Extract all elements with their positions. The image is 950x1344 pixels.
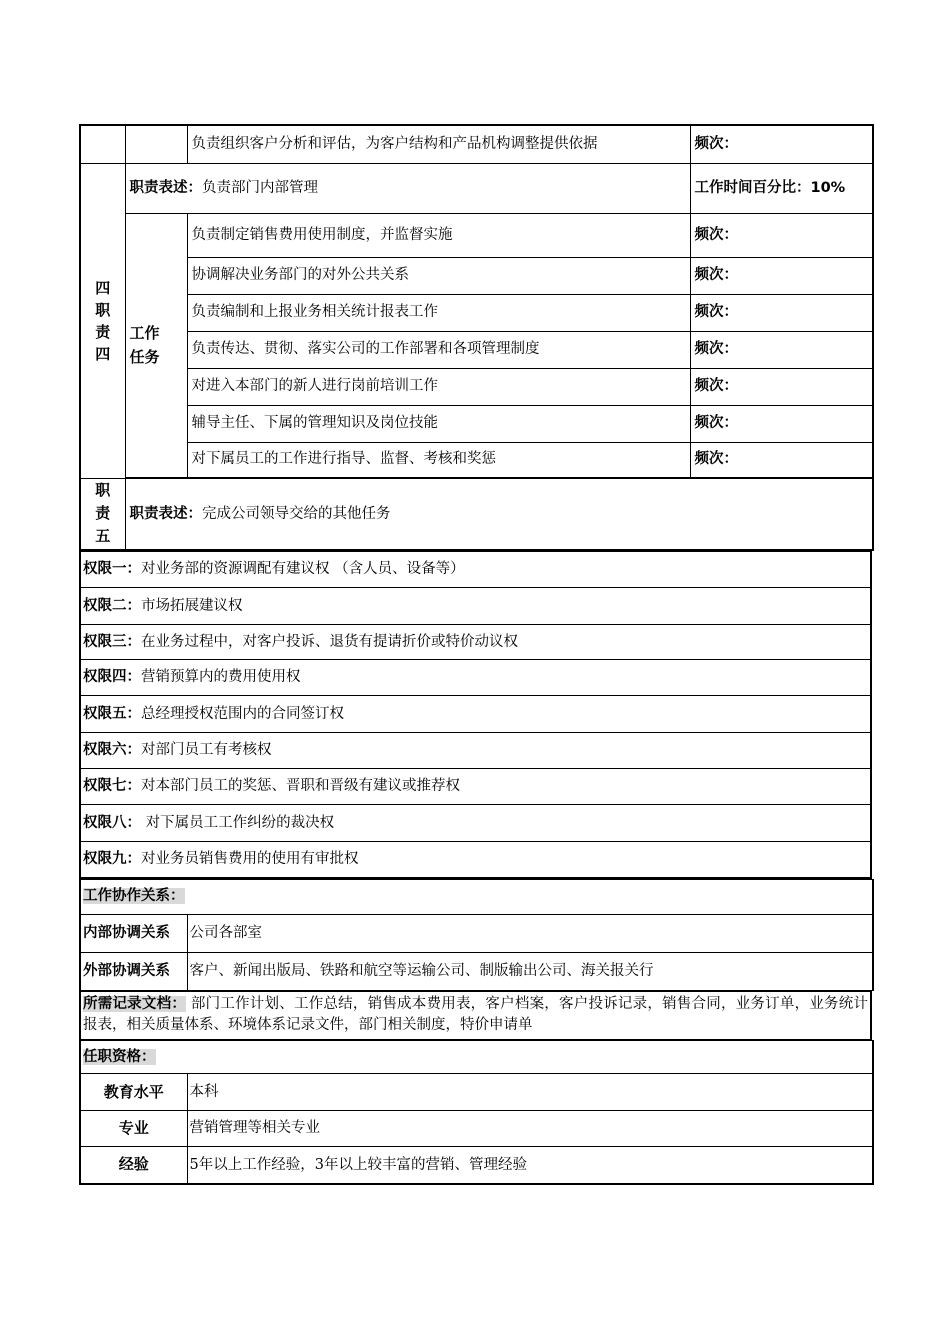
duty4-task-freq: 频次： (690, 442, 873, 477)
internal-label: 内部协调关系 (80, 914, 187, 952)
internal-value: 公司各部室 (187, 914, 873, 952)
experience-value: 5年以上工作经验，3年以上较丰富的营销、管理经验 (187, 1147, 873, 1184)
authority-row (80, 769, 871, 805)
duty4-task-text: 负责传达、贯彻、落实公司的工作部署和各项管理制度 (187, 331, 690, 368)
major-label: 专业 (80, 1111, 187, 1147)
duty4-desc-row (80, 163, 873, 213)
education-label: 教育水平 (80, 1074, 187, 1111)
authority-text: 对部门员工有考核权 (141, 742, 272, 759)
duty4-task-text: 对进入本部门的新人进行岗前培训工作 (187, 368, 690, 405)
duty4-task-freq: 频次： (690, 257, 873, 294)
duty4-task-row (80, 257, 873, 294)
cooperation-title: 工作协作关系： (83, 888, 185, 905)
duty4-label: 四 职 责 四 (80, 163, 125, 478)
authority-text: 对业务部的资源调配有建议权 （含人员、设备等） (141, 561, 465, 578)
duty4-task-text: 负责制定销售费用使用制度，并监督实施 (187, 213, 690, 257)
duty4-task-freq: 频次： (690, 368, 873, 405)
duty4-task-row (80, 294, 873, 331)
records-row (80, 991, 871, 1040)
duty4-task-freq: 频次： (690, 405, 873, 442)
authority-row (80, 842, 871, 878)
qualification-row (80, 1147, 873, 1184)
authority-row (80, 660, 871, 696)
authority-text: 市场拓展建议权 (141, 597, 243, 614)
duties-table (79, 124, 874, 551)
duty4-task-text: 负责编制和上报业务相关统计报表工作 (187, 294, 690, 331)
qualification-row (80, 1074, 873, 1111)
authority-label: 权限八： (83, 814, 141, 831)
authority-row (80, 696, 871, 733)
authority-label: 权限五： (83, 705, 141, 722)
authority-label: 权限三： (83, 633, 141, 650)
duty4-task-freq: 频次： (690, 213, 873, 257)
records-text: 部门工作计划、工作总结，销售成本费用表，客户档案，客户投诉记录，销售合同，业务订单，业务统计报表，相关质量体系、环境体系记录文件，部门相关制度，特价申请单 (83, 995, 869, 1034)
authorities-table (79, 551, 872, 879)
records-label: 所需记录文档： (83, 995, 187, 1012)
records-table (79, 991, 872, 1041)
job-description-page (79, 124, 872, 1185)
duty4-desc: 职责表述：负责部门内部管理 (125, 163, 690, 213)
authority-text: 对业务员销售费用的使用有审批权 (141, 851, 359, 868)
qualification-title-row (80, 1041, 873, 1074)
external-row (80, 952, 873, 990)
cooperation-table (79, 879, 874, 991)
duty4-task-text: 协调解决业务部门的对外公共关系 (187, 257, 690, 294)
authority-text: 总经理授权范围内的合同签订权 (141, 705, 344, 722)
duty4-task-text: 对下属员工的工作进行指导、监督、考核和奖惩 (187, 442, 690, 477)
authority-label: 权限六： (83, 742, 141, 759)
duty4-percent: 工作时间百分比：10% (690, 163, 873, 213)
duty3-task-row (80, 125, 873, 163)
qualification-title: 任职资格： (83, 1048, 156, 1065)
authority-text: 在业务过程中，对客户投诉、退货有提请折价或特价动议权 (141, 633, 518, 650)
duty5-label: 职 责 五 (80, 478, 125, 550)
authority-row (80, 805, 871, 842)
authority-row (80, 733, 871, 769)
duty5-desc: 职责表述：完成公司领导交给的其他任务 (125, 478, 873, 550)
authority-label: 权限一： (83, 561, 141, 578)
duty3-task-label-cell (125, 125, 187, 163)
external-label: 外部协调关系 (80, 952, 187, 990)
qualification-table (79, 1040, 874, 1185)
authority-row (80, 552, 871, 588)
duty4-task-text: 辅导主任、下属的管理知识及岗位技能 (187, 405, 690, 442)
duty4-task-row (80, 442, 873, 477)
authority-row (80, 625, 871, 660)
authority-row (80, 588, 871, 625)
duty4-task-freq: 频次： (690, 331, 873, 368)
external-value: 客户、新闻出版局、铁路和航空等运输公司、制版输出公司、海关报关行 (187, 952, 873, 990)
duty3-task-text: 负责组织客户分析和评估，为客户结构和产品机构调整提供依据 (187, 125, 690, 163)
duty4-task-label: 工作 任务 (125, 213, 187, 477)
duty3-label-cell (80, 125, 125, 163)
duty4-task-row (80, 405, 873, 442)
authority-label: 权限四： (83, 669, 141, 686)
major-value: 营销管理等相关专业 (187, 1111, 873, 1147)
cooperation-title-row (80, 879, 873, 914)
education-value: 本科 (187, 1074, 873, 1111)
authority-text: 营销预算内的费用使用权 (141, 669, 301, 686)
duty4-task-row (80, 331, 873, 368)
duty4-task-row (80, 213, 873, 257)
internal-row (80, 914, 873, 952)
authority-label: 权限二： (83, 597, 141, 614)
experience-label: 经验 (80, 1147, 187, 1184)
authority-label: 权限七： (83, 778, 141, 795)
authority-text: 对下属员工工作纠纷的裁决权 (141, 814, 335, 831)
qualification-row (80, 1111, 873, 1147)
duty4-task-row (80, 368, 873, 405)
duty4-task-freq: 频次： (690, 294, 873, 331)
authority-text: 对本部门员工的奖惩、晋职和晋级有建议或推荐权 (141, 778, 460, 795)
authority-label: 权限九： (83, 851, 141, 868)
duty3-task-freq: 频次： (690, 125, 873, 163)
duty5-row (80, 478, 873, 550)
